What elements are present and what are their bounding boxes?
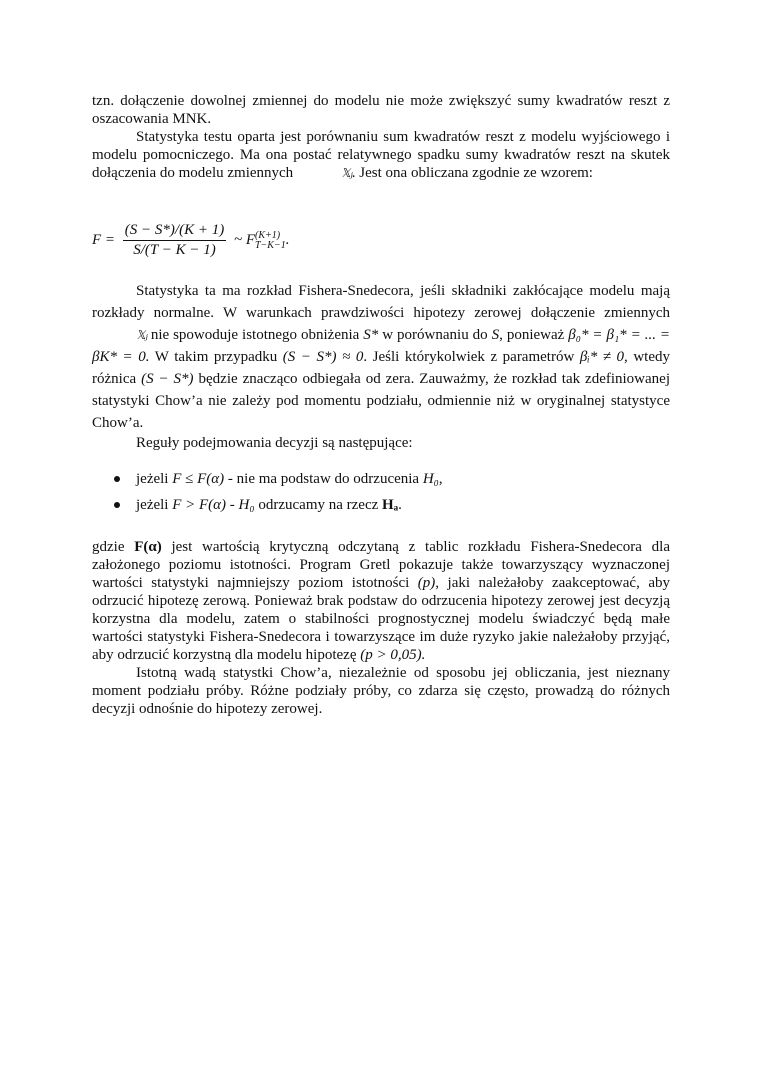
formula-fraction	[123, 222, 226, 259]
math-zvar: 𝕏ⱼ	[340, 166, 352, 180]
paragraph-6: Istotną wadą statystki Chow’a, niezależnie od sposobu jej obliczania, jest nieznany moment podziału próby. Różne podziały próby, co zdarza się często, prowadzą do różnych decyzji odnośnie do hipotezy zerowej.	[92, 665, 670, 717]
text-block-bottom	[92, 538, 670, 718]
paragraph-4: Reguły podejmowania decyzji są następujące:	[136, 435, 413, 451]
text-block-top	[92, 92, 670, 182]
paragraph-3: Statystyka ta ma rozkład Fishera-Snedecora, jeśli składniki zakłócające modelu mają rozkłady normalne. W warunkach prawdziwości hipotezy zerowej dołączenie zmiennych 𝕏ⱼ nie spowoduje istotnego obniżenia S* w porównaniu do S, ponieważ β₀* = β₁* = ... = βK* = 0. W takim przypadku (S − S*) ≈ 0. Jeśli którykolwiek z parametrów βᵢ* ≠ 0, wtedy różnica (S − S*) będzie znacząco odbiegała od zera. Zauważmy, że rozkład tak zdefiniowanej statystyki Chow’a nie zależy pod momentu podziału, odmiennie niż w oryginalnej statystyce Chow’a.	[92, 283, 671, 431]
formula-denominator: S/(T − K − 1)	[133, 242, 216, 258]
chow-formula: F = $\frac{(S - S*)/(K + 1)}{S/(T - K - 1)}$ ~ F (K+1) T−K−1 .	[92, 222, 290, 258]
text-block-middle	[92, 280, 670, 452]
document-page: tzn. dołączenie dowolnej zmiennej do modelu nie może zwiększyć sumy kwadratów reszt z oszacowania MNK. Statystyka testu oparta jest porównaniu sum kwadratów reszt z modelu wyjściowego i modelu pomocniczego. Ma ona postać relatywnego spadku sumy kwadratów reszt na skutek dołączenia do modelu zmiennych 𝕏ⱼ. Jest ona obliczana zgodnie ze wzorem: F = $\frac{(S - S*)/(K + 1)}{S/(T - K - 1)}$ ~ F (K+1) T−K−1 . Statystyka ta ma rozkład Fishera-Snedecora, jeśli składniki zakłócające modelu mają rozkłady normalne. W warunkach prawdziwości hipotezy zerowej dołączenie zmiennych 𝕏ⱼ nie spowoduje istotnego obniżenia S* w porównaniu do S, ponieważ β₀* = β₁* = ... = βK* = 0. W takim przypadku (S − S*) ≈ 0. Jeśli którykolwiek z parametrów βᵢ* ≠ 0, wtedy różnica (S − S*) będzie znacząco odbiegała od zera. Zauważmy, że rozkład tak zdefiniowanej statystyki Chow’a nie zależy pod momentu podziału, odmiennie niż w oryginalnej statystyce Chow’a. Reguły podejmowania decyzji są następujące: jeżeli F ≤ F(α) - nie ma podstaw do odrzucenia H₀, jeżeli F > F(α) - H₀ odrzucamy na rzecz Hₐ. gdzie F(α) jest wartością krytyczną odczytaną z tablic rozkładu Fishera-Snedecora dla założonego poziomu istotności. Program Gretl pokazuje także towarzyszący wyznaczonej wartości statystyki najmniejszy poziom istotności (p), jaki należałoby zaakceptować, aby odrzucić hipotezę zerową. Ponieważ brak podstaw do odrzucenia hipotezy zerowej jest decyzją korzystna dla modelu, zatem o stabilności prognostycznej modelu świadczyć będą małe wartości statystyki Fishera-Snedecora i towarzyszące im duże ryzyko jakie należałoby przyjąć, aby odrzucić korzystną dla modelu hipotezę (p > 0,05). Istotną wadą statystki Chow’a, niezależnie od sposobu jej obliczania, jest nieznany moment podziału próby. Różne podziały próby, co zdarza się często, prowadzą do różnych decyzji odnośnie do hipotezy zerowej.	[92, 93, 671, 717]
bullet-icon	[114, 476, 120, 482]
paragraph-1: tzn. dołączenie dowolnej zmiennej do modelu nie może zwiększyć sumy kwadratów reszt z oszacowania MNK.	[92, 93, 670, 127]
formula-numerator: (S − S*)/(K + 1)	[123, 222, 226, 241]
bullet-icon	[114, 502, 120, 508]
paragraph-2: Statystyka testu oparta jest porównaniu sum kwadratów reszt z modelu wyjściowego i modelu pomocniczego. Ma ona postać relatywnego spadku sumy kwadratów reszt na skutek dołączenia do modelu zmiennych 𝕏ⱼ. Jest ona obliczana zgodnie ze wzorem:	[92, 129, 670, 181]
paragraph-5: gdzie F(α) jest wartością krytyczną odczytaną z tablic rozkładu Fishera-Snedecora dla założonego poziomu istotności. Program Gretl pokazuje także towarzyszący wyznaczonej wartości statystyki najmniejszy poziom istotności (p), jaki należałoby zaakceptować, aby odrzucić hipotezę zerową. Ponieważ brak podstaw do odrzucenia hipotezy zerowej jest decyzją korzystna dla modelu, zatem o stabilności prognostycznej modelu świadczyć będą małe wartości statystyki Fishera-Snedecora i towarzyszące im duże ryzyko jakie należałoby przyjąć, aby odrzucić korzystną dla modelu hipotezę (p > 0,05).	[92, 539, 670, 663]
